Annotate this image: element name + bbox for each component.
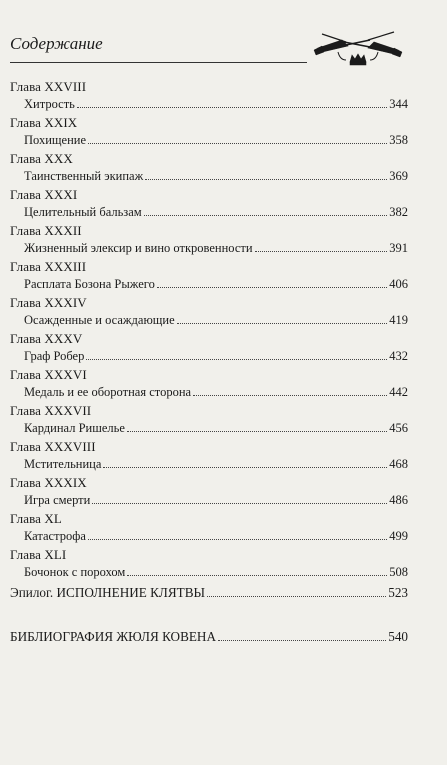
bibliography-page-number: 540	[388, 629, 408, 644]
toc-chapter	[10, 546, 408, 581]
leader-dots	[86, 350, 387, 360]
chapter-title: Целительный бальзам	[24, 205, 142, 219]
page-number: 468	[389, 457, 408, 471]
chapter-label: Глава XXXVIII	[10, 439, 96, 454]
epilogue-page-number: 523	[388, 585, 408, 600]
page-number: 508	[389, 565, 408, 579]
leader-dots	[157, 278, 387, 288]
page-number: 499	[389, 529, 408, 543]
chapter-title: Осажденные и осаждающие	[24, 313, 175, 327]
crossed-swords-crown-icon	[308, 28, 408, 72]
toc-chapter	[10, 438, 408, 473]
toc-entry[interactable]	[10, 167, 408, 185]
toc-chapter	[10, 222, 408, 257]
toc-epilogue-entry[interactable]	[10, 583, 408, 603]
toc-entry[interactable]	[10, 383, 408, 401]
page-number: 369	[389, 169, 408, 183]
leader-dots	[218, 630, 386, 641]
chapter-label: Глава XXVIII	[10, 79, 87, 94]
page-number: 442	[389, 385, 408, 399]
toc-entry[interactable]	[10, 203, 408, 221]
toc-entry[interactable]	[10, 527, 408, 545]
chapter-title: Катастрофа	[24, 529, 86, 543]
toc-chapter	[10, 474, 408, 509]
chapter-title: Кардинал Ришелье	[24, 421, 125, 435]
toc-entry[interactable]	[10, 455, 408, 473]
toc-chapter	[10, 258, 408, 293]
chapter-title: Похищение	[24, 133, 87, 147]
chapter-title: Бочонок с порохом	[24, 565, 126, 579]
toc-chapter	[10, 150, 408, 185]
page-number: 432	[389, 349, 408, 363]
page-number: 358	[389, 133, 408, 147]
chapter-label: Глава XXXI	[10, 187, 78, 202]
chapter-title: Медаль и ее оборотная сторона	[24, 385, 192, 399]
toc-chapter	[10, 78, 408, 113]
chapter-label: Глава XXXV	[10, 331, 83, 346]
leader-dots	[177, 314, 388, 324]
toc-chapter	[10, 294, 408, 329]
leader-dots	[127, 566, 387, 576]
toc-chapter	[10, 510, 408, 545]
toc-entry[interactable]	[10, 311, 408, 329]
toc-entry[interactable]	[10, 419, 408, 437]
chapter-label: Глава XXXIII	[10, 259, 87, 274]
leader-dots	[207, 586, 386, 597]
chapter-label: Глава XXXIV	[10, 295, 87, 310]
toc-entry[interactable]	[10, 347, 408, 365]
chapter-title: Таинственный экипаж	[24, 169, 144, 183]
toc-chapter	[10, 402, 408, 437]
page-number: 419	[389, 313, 408, 327]
toc-entry[interactable]	[10, 239, 408, 257]
page-number: 382	[389, 205, 408, 219]
page-number: 456	[389, 421, 408, 435]
page-number: 486	[389, 493, 408, 507]
chapter-label: Глава XXXVI	[10, 367, 87, 382]
leader-dots	[88, 134, 387, 144]
toc-chapter	[10, 186, 408, 221]
page-number: 391	[389, 241, 408, 255]
toc-entry[interactable]	[10, 131, 408, 149]
toc-bibliography-entry[interactable]	[10, 627, 408, 647]
chapter-label: Глава XXXIX	[10, 475, 87, 490]
leader-dots	[255, 242, 388, 252]
page-title: Содержание	[10, 34, 103, 53]
bibliography-title: БИБЛИОГРАФИЯ ЖЮЛЯ КОВЕНА	[10, 629, 216, 644]
chapter-title: Игра смерти	[24, 493, 91, 507]
toc-entry[interactable]	[10, 95, 408, 113]
toc-chapter	[10, 114, 408, 149]
chapter-title: Граф Робер	[24, 349, 85, 363]
table-of-contents	[10, 78, 408, 582]
toc-entry[interactable]	[10, 563, 408, 581]
page-number: 406	[389, 277, 408, 291]
chapter-title: Расплата Бозона Рыжего	[24, 277, 155, 291]
leader-dots	[144, 206, 388, 216]
chapter-label: Глава XXX	[10, 151, 73, 166]
chapter-title: Мстительница	[24, 457, 102, 471]
leader-dots	[127, 422, 387, 432]
chapter-label: Глава XXXII	[10, 223, 82, 238]
leader-dots	[88, 530, 387, 540]
header-rule	[10, 62, 307, 63]
toc-chapter	[10, 366, 408, 401]
toc-entry[interactable]	[10, 275, 408, 293]
toc-chapter	[10, 330, 408, 365]
page-number: 344	[389, 97, 408, 111]
leader-dots	[92, 494, 387, 504]
leader-dots	[77, 98, 387, 108]
toc-entry[interactable]	[10, 491, 408, 509]
leader-dots	[145, 170, 387, 180]
page-header	[10, 34, 310, 64]
chapter-label: Глава XXXVII	[10, 403, 92, 418]
leader-dots	[193, 386, 387, 396]
chapter-title: Хитрость	[24, 97, 75, 111]
chapter-label: Глава XL	[10, 511, 62, 526]
leader-dots	[103, 458, 387, 468]
chapter-label: Глава XLI	[10, 547, 67, 562]
chapter-title: Жизненный элексир и вино откровенности	[24, 241, 253, 255]
epilogue-title: Эпилог. ИСПОЛНЕНИЕ КЛЯТВЫ	[10, 585, 206, 600]
chapter-label: Глава XXIX	[10, 115, 78, 130]
